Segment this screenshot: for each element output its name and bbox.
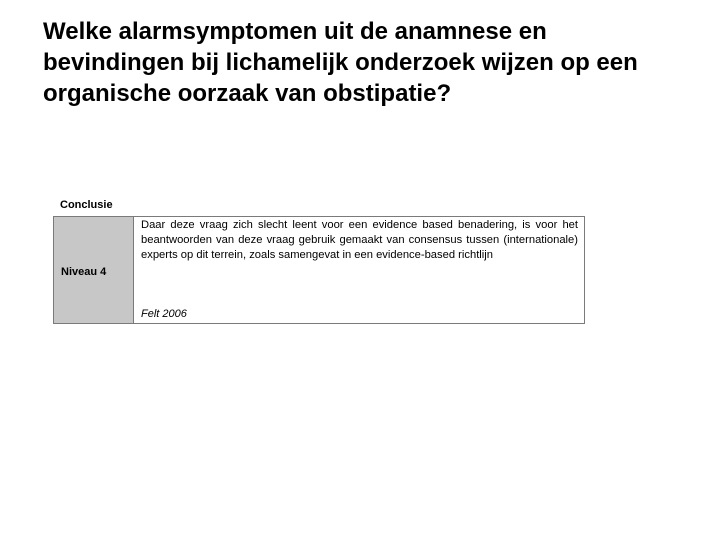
evidence-level-label: Niveau 4 [61,266,107,278]
citation: Felt 2006 [141,308,187,320]
conclusion-text: Daar deze vraag zich slecht leent voor een evidence based benadering, is voor het beantwoorden van deze vraag gebruik gemaakt van consensus tussen (internationale) experts op dit terrein, zoals samengevat in een evidence-based richtlijn [141,219,578,261]
conclusion-block [53,198,585,324]
evidence-level-cell [54,217,134,323]
conclusion-heading: Conclusie [60,199,113,211]
slide-title: Welke alarmsymptomen uit de anamnese en bevindingen bij lichamelijk onderzoek wijzen op een organische oorzaak van obstipatie? [43,18,638,107]
conclusion-text-cell [134,217,584,323]
conclusion-table [53,216,585,324]
